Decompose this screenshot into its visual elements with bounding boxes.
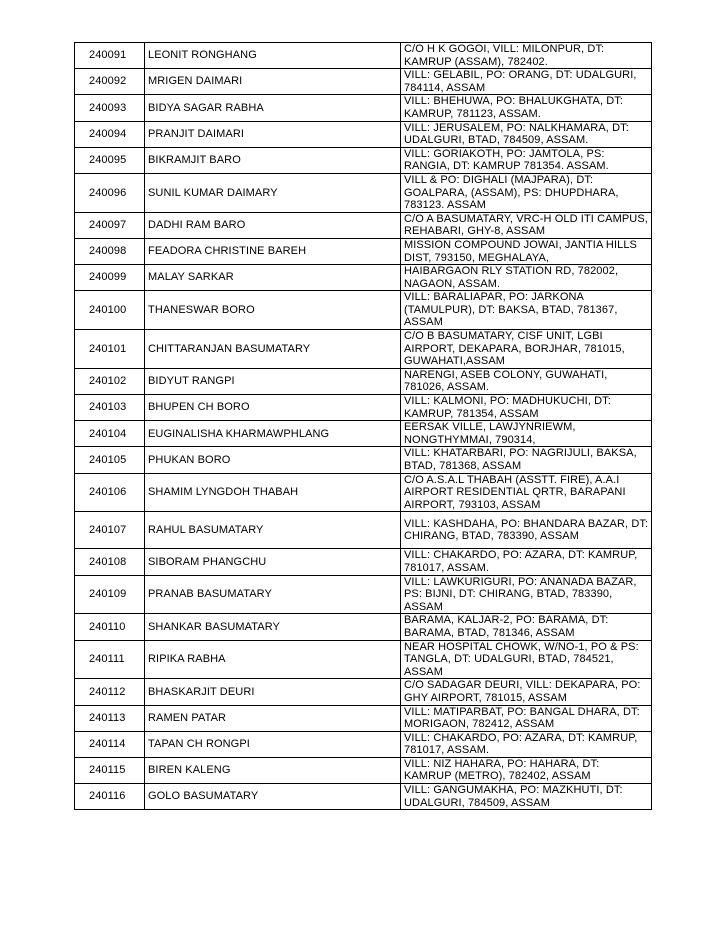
record-id: 240099 [75,265,145,291]
record-name: GOLO BASUMATARY [145,784,401,810]
record-id: 240095 [75,147,145,173]
record-address: VILL: KHATARBARI, PO: NAGRIJULI, BAKSA, BTAD, 781368, ASSAM [401,447,652,473]
records-table-container [74,42,652,810]
record-name: FEADORA CHRISTINE BAREH [145,238,401,264]
table-row [75,640,652,679]
record-address: VILL: MATIPARBAT, PO: BANGAL DHARA, DT: MORIGAON, 782412, ASSAM [401,705,652,731]
table-row [75,147,652,173]
table-row [75,421,652,447]
record-address: VILL: GANGUMAKHA, PO: MAZKHUTI, DT: UDALGURI, 784509, ASSAM [401,784,652,810]
record-id: 240094 [75,121,145,147]
record-name: BIDYA SAGAR RABHA [145,95,401,121]
table-row [75,549,652,575]
record-address: VILL: KALMONI, PO: MADHUKUCHI, DT: KAMRUP, 781354, ASSAM [401,395,652,421]
record-address: MISSION COMPOUND JOWAI, JANTIA HILLS DIST, 793150, MEGHALAYA, [401,238,652,264]
record-name: BHUPEN CH BORO [145,395,401,421]
record-name: BIKRAMJIT BARO [145,147,401,173]
record-id: 240093 [75,95,145,121]
table-row [75,212,652,238]
record-address: VILL: BARALIAPAR, PO: JARKONA (TAMULPUR), DT: BAKSA, BTAD, 781367, ASSAM [401,291,652,330]
record-id: 240097 [75,212,145,238]
table-row [75,473,652,512]
record-address: C/O A.S.A.L THABAH (ASSTT. FIRE), A.A.I AIRPORT RESIDENTIAL QRTR, BARAPANI AIRPORT, 793103, ASSAM [401,473,652,512]
record-name: PRANJIT DAIMARI [145,121,401,147]
record-name: PRANAB BASUMATARY [145,575,401,614]
record-id: 240098 [75,238,145,264]
table-row [75,447,652,473]
record-address: VILL: LAWKURIGURI, PO: ANANADA BAZAR, PS: BIJNI, DT: CHIRANG, BTAD, 783390, ASSAM [401,575,652,614]
record-id: 240115 [75,757,145,783]
record-id: 240113 [75,705,145,731]
record-id: 240091 [75,43,145,69]
record-name: BHASKARJIT DEURI [145,679,401,705]
table-row [75,43,652,69]
records-table-body [75,43,652,810]
record-address: VILL: NIZ HAHARA, PO: HAHARA, DT: KAMRUP (METRO), 782402, ASSAM [401,757,652,783]
table-row [75,679,652,705]
record-id: 240107 [75,512,145,549]
record-id: 240101 [75,330,145,369]
record-name: THANESWAR BORO [145,291,401,330]
record-address: NEAR HOSPITAL CHOWK, W/NO-1, PO & PS: TANGLA, DT: UDALGURI, BTAD, 784521, ASSAM [401,640,652,679]
record-name: SHAMIM LYNGDOH THABAH [145,473,401,512]
table-row [75,173,652,212]
record-address: NARENGI, ASEB COLONY, GUWAHATI, 781026, ASSAM. [401,368,652,394]
record-id: 240096 [75,173,145,212]
table-row [75,731,652,757]
record-id: 240100 [75,291,145,330]
record-address: C/O SADAGAR DEURI, VILL: DEKAPARA, PO: GHY AIRPORT, 781015, ASSAM [401,679,652,705]
record-address: VILL: CHAKARDO, PO: AZARA, DT: KAMRUP, 781017, ASSAM. [401,549,652,575]
table-row [75,395,652,421]
record-id: 240108 [75,549,145,575]
record-address: VILL: CHAKARDO, PO: AZARA, DT: KAMRUP, 781017, ASSAM. [401,731,652,757]
table-row [75,291,652,330]
record-address: VILL: GORIAKOTH, PO: JAMTOLA, PS: RANGIA, DT: KAMRUP 781354. ASSAM. [401,147,652,173]
table-row [75,614,652,640]
record-id: 240114 [75,731,145,757]
record-id: 240112 [75,679,145,705]
table-row [75,705,652,731]
record-name: SIBORAM PHANGCHU [145,549,401,575]
record-id: 240110 [75,614,145,640]
table-row [75,757,652,783]
records-table [74,42,652,810]
record-name: RAHUL BASUMATARY [145,512,401,549]
record-id: 240102 [75,368,145,394]
record-id: 240092 [75,69,145,95]
record-name: EUGINALISHA KHARMAWPHLANG [145,421,401,447]
record-address: VILL: BHEHUWA, PO: BHALUKGHATA, DT: KAMRUP, 781123, ASSAM. [401,95,652,121]
record-id: 240111 [75,640,145,679]
table-row [75,368,652,394]
record-id: 240103 [75,395,145,421]
record-id: 240104 [75,421,145,447]
record-name: RIPIKA RABHA [145,640,401,679]
table-row [75,265,652,291]
record-address: VILL: KASHDAHA, PO: BHANDARA BAZAR, DT: CHIRANG, BTAD, 783390, ASSAM [401,512,652,549]
table-row [75,238,652,264]
table-row [75,69,652,95]
record-name: CHITTARANJAN BASUMATARY [145,330,401,369]
record-name: MRIGEN DAIMARI [145,69,401,95]
record-name: MALAY SARKAR [145,265,401,291]
record-address: VILL & PO: DIGHALI (MAJPARA), DT: GOALPARA, (ASSAM), PS: DHUPDHARA, 783123. ASSAM [401,173,652,212]
record-address: C/O B BASUMATARY, CISF UNIT, LGBI AIRPORT, DEKAPARA, BORJHAR, 781015, GUWAHATI,ASSAM [401,330,652,369]
record-address: C/O A BASUMATARY, VRC-H OLD ITI CAMPUS, REHABARI, GHY-8, ASSAM [401,212,652,238]
record-name: DADHI RAM BARO [145,212,401,238]
record-name: SUNIL KUMAR DAIMARY [145,173,401,212]
record-address: VILL: JERUSALEM, PO: NALKHAMARA, DT: UDALGURI, BTAD, 784509, ASSAM. [401,121,652,147]
table-row [75,95,652,121]
table-row [75,512,652,549]
record-name: BIDYUT RANGPI [145,368,401,394]
table-row [75,575,652,614]
record-name: BIREN KALENG [145,757,401,783]
record-address: VILL: GELABIL, PO: ORANG, DT: UDALGURI, 784114, ASSAM [401,69,652,95]
table-row [75,121,652,147]
record-id: 240105 [75,447,145,473]
record-address: EERSAK VILLE, LAWJYNRIEWM, NONGTHYMMAI, 790314, [401,421,652,447]
record-address: C/O H K GOGOI, VILL: MILONPUR, DT: KAMRUP (ASSAM), 782402. [401,43,652,69]
table-row [75,330,652,369]
record-id: 240109 [75,575,145,614]
record-name: TAPAN CH RONGPI [145,731,401,757]
record-name: SHANKAR BASUMATARY [145,614,401,640]
record-address: BARAMA, KALJAR-2, PO: BARAMA, DT: BARAMA, BTAD, 781346, ASSAM [401,614,652,640]
record-id: 240106 [75,473,145,512]
record-id: 240116 [75,784,145,810]
record-address: HAIBARGAON RLY STATION RD, 782002, NAGAON, ASSAM. [401,265,652,291]
record-name: RAMEN PATAR [145,705,401,731]
record-name: PHUKAN BORO [145,447,401,473]
record-name: LEONIT RONGHANG [145,43,401,69]
table-row [75,784,652,810]
